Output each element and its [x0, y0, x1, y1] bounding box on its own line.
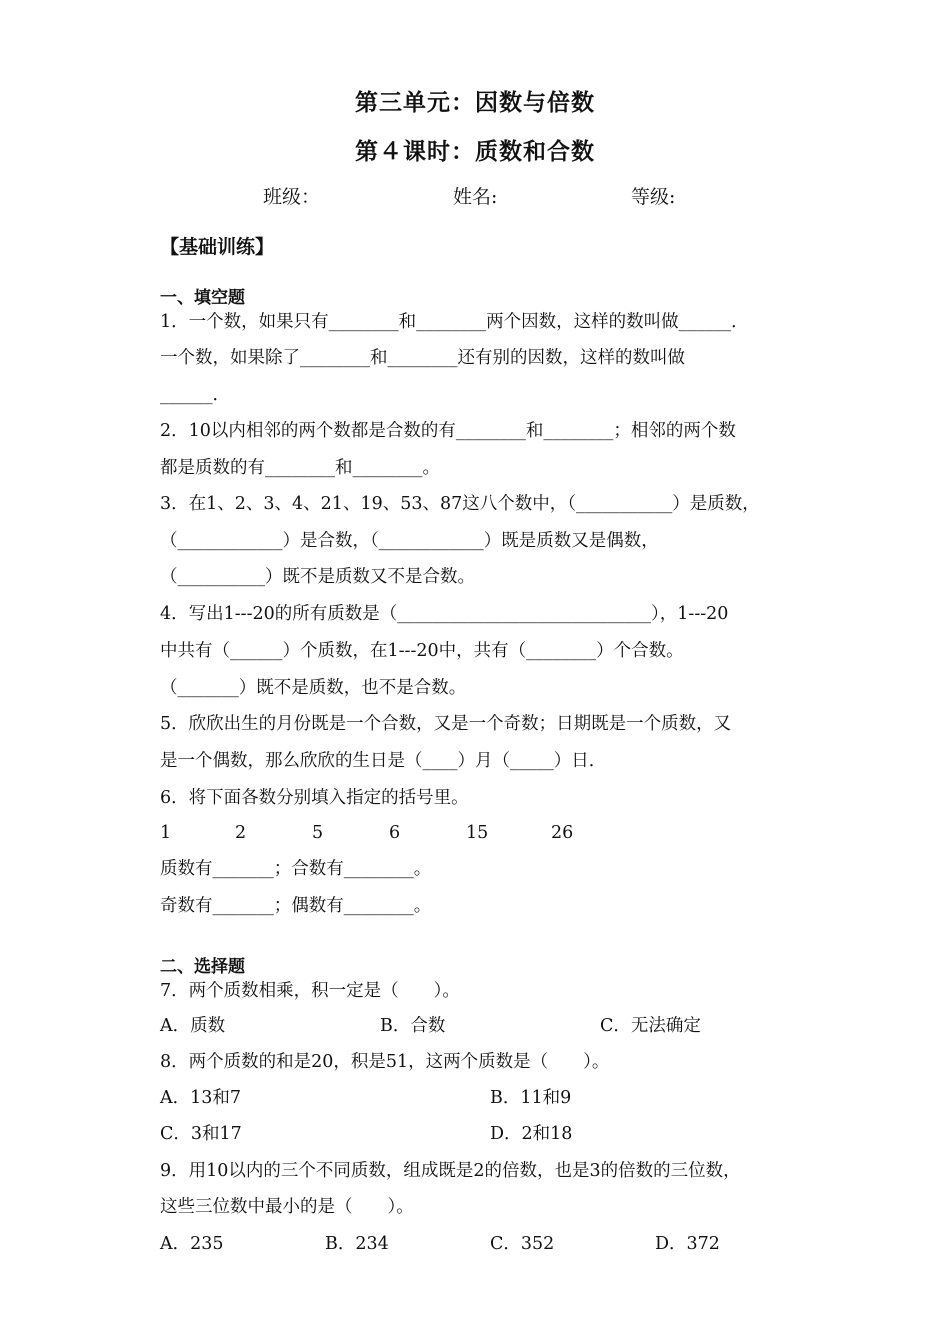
q7-option-a: A．质数 [160, 1016, 226, 1036]
q8-option-c: C．3和17 [160, 1124, 242, 1144]
q2-line2: 都是质数的有________和________。 [160, 458, 440, 478]
page-title: 第三单元：因数与倍数 [355, 90, 595, 116]
q6-line3: 奇数有_______；偶数有________。 [160, 896, 432, 916]
section-main-heading: 【基础训练】 [160, 236, 275, 258]
q9-option-b: B．234 [325, 1234, 389, 1254]
q9-option-d: D．372 [655, 1234, 720, 1254]
q3-line3: （__________）既不是质数又不是合数。 [160, 567, 475, 587]
class-label: 班级： [263, 186, 321, 208]
q3-line2: （____________）是合数，（____________）既是质数又是偶数， [160, 531, 659, 551]
q6-number: 1 [160, 823, 172, 843]
page-subtitle: 第４课时：质数和合数 [355, 139, 595, 165]
q6-line2: 质数有_______；合数有________。 [160, 859, 432, 879]
q7-text: 7．两个质数相乘，积一定是（ ）。 [160, 981, 460, 1001]
q9-option-a: A．235 [160, 1234, 224, 1254]
q1-line1: 1．一个数，如果只有________和________两个因数，这样的数叫做______． [160, 312, 749, 332]
q6-number: 5 [312, 823, 324, 843]
q9-option-c: C．352 [490, 1234, 555, 1254]
q4-line3: （_______）既不是质数，也不是合数。 [160, 678, 467, 698]
section2-heading: 二、选择题 [160, 957, 245, 977]
q6-number: 2 [235, 823, 247, 843]
q5-line1: 5．欣欣出生的月份既是一个合数，又是一个奇数；日期既是一个质数，又 [160, 714, 732, 734]
section1-heading: 一、填空题 [160, 288, 245, 308]
q7-option-c: C．无法确定 [600, 1016, 701, 1036]
q3-line1: 3．在1、2、3、4、21、19、53、87这八个数中，（___________）是质数， [160, 494, 760, 514]
q8-option-d: D．2和18 [490, 1124, 573, 1144]
q7-option-b: B．合数 [380, 1016, 446, 1036]
q6-line1: 6．将下面各数分别填入指定的括号里。 [160, 788, 469, 808]
q2-line1: 2．10以内相邻的两个数都是合数的有________和________；相邻的两个数 [160, 421, 736, 441]
q9-line2: 这些三位数中最小的是（ ）。 [160, 1197, 414, 1217]
q1-line3: ______． [160, 385, 230, 405]
q4-line2: 中共有（______）个质数，在1---20中，共有（________）个合数。 [160, 641, 684, 661]
q4-line1: 4．写出1---20的所有质数是（_____________________________），1---20 [160, 604, 729, 624]
q6-number: 15 [466, 823, 489, 843]
q6-number: 26 [551, 823, 574, 843]
q9-line1: 9．用10以内的三个不同质数，组成既是2的倍数，也是3的倍数的三位数， [160, 1161, 741, 1181]
q1-line2: 一个数，如果除了________和________还有别的因数，这样的数叫做 [160, 348, 685, 368]
q8-text: 8．两个质数的和是20，积是51，这两个质数是（ ）。 [160, 1052, 610, 1072]
name-label: 姓名: [453, 186, 498, 208]
q8-option-a: A．13和7 [160, 1088, 242, 1108]
grade-label: 等级: [631, 186, 676, 208]
q6-number: 6 [389, 823, 401, 843]
q8-option-b: B．11和9 [490, 1088, 572, 1108]
q5-line2: 是一个偶数，那么欣欣的生日是（____）月（_____）日． [160, 751, 607, 771]
